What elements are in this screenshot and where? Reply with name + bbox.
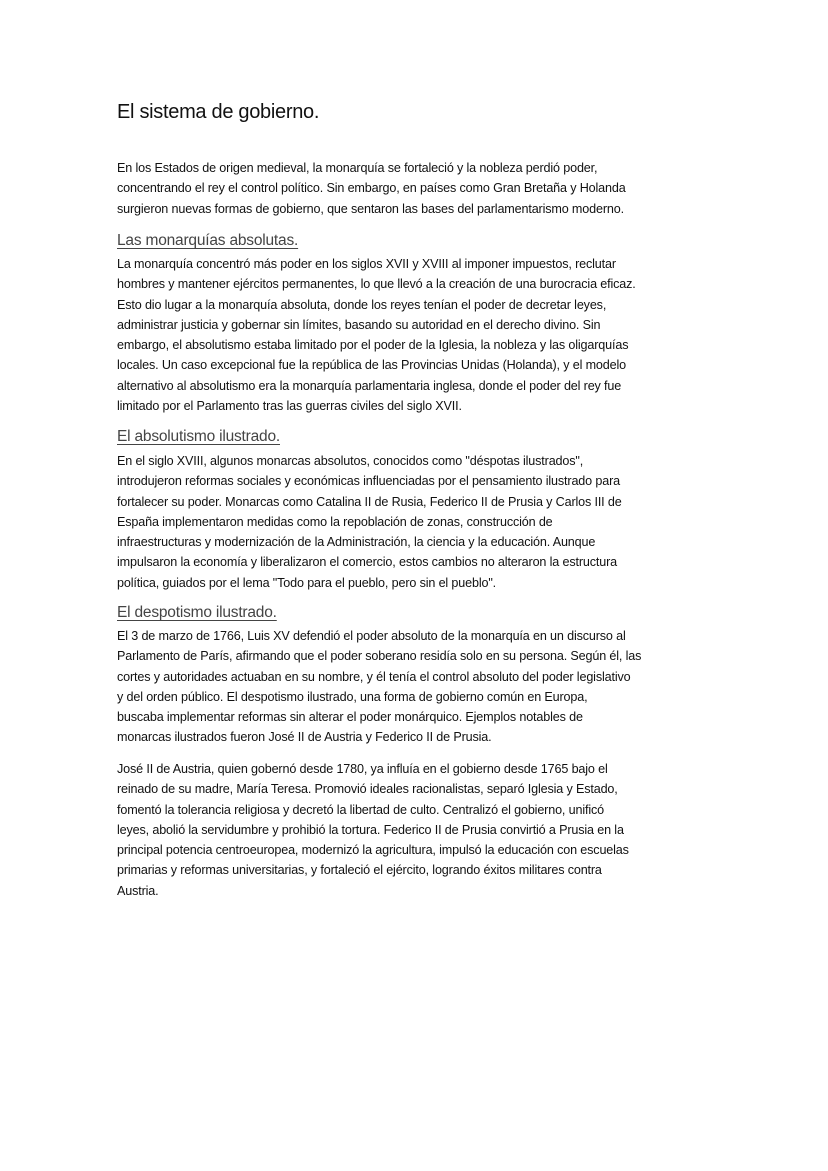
section-heading-monarquias-absolutas: Las monarquías absolutas. bbox=[117, 232, 299, 249]
text-line: principal potencia centroeuropea, modernizó la agricultura, impulsó la educación con escuelas bbox=[117, 843, 629, 858]
text-line: introdujeron reformas sociales y económicas influenciadas por el pensamiento ilustrado para bbox=[117, 474, 620, 489]
text-line: monarcas ilustrados fueron José II de Austria y Federico II de Prusia. bbox=[117, 730, 492, 745]
section-paragraph bbox=[117, 759, 629, 901]
text-line: Esto dio lugar a la monarquía absoluta, donde los reyes tenían el poder de decretar leyes, bbox=[117, 297, 607, 312]
intro-paragraph bbox=[117, 158, 626, 219]
text-line: En el siglo XVIII, algunos monarcas absolutos, conocidos como "déspotas ilustrados", bbox=[117, 454, 584, 468]
text-line: España implementaron medidas como la repoblación de zonas, construcción de bbox=[117, 514, 553, 529]
text-line: reinado de su madre, María Teresa. Promovió ideales racionalistas, separó Iglesia y Estado, bbox=[117, 782, 618, 797]
text-line: embargo, el absolutismo estaba limitado por el poder de la Iglesia, la nobleza y las oligarquías bbox=[117, 338, 629, 353]
text-line: fortalecer su poder. Monarcas como Catalina II de Rusia, Federico II de Prusia y Carlos III de bbox=[117, 494, 622, 509]
text-line: hombres y mantener ejércitos permanentes, lo que llevó a la creación de una burocracia eficaz. bbox=[117, 277, 636, 292]
text-line: La monarquía concentró más poder en los siglos XVII y XVIII al imponer impuestos, reclutar bbox=[117, 257, 616, 271]
text-line: José II de Austria, quien gobernó desde 1780, ya influía en el gobierno desde 1765 bajo el bbox=[117, 762, 608, 776]
text-line: concentrando el rey el control político. Sin embargo, en países como Gran Bretaña y Holanda bbox=[117, 181, 626, 196]
text-line: administrar justicia y gobernar sin límites, basando su autoridad en el derecho divino. Sin bbox=[117, 317, 601, 332]
text-line: primarias y reformas universitarias, y fortaleció el ejército, logrando éxitos militares contra bbox=[117, 863, 602, 878]
section-heading-despotismo-ilustrado: El despotismo ilustrado. bbox=[117, 604, 277, 621]
text-line: y del orden público. El despotismo ilustrado, una forma de gobierno común en Europa, bbox=[117, 689, 588, 704]
section-paragraph bbox=[117, 451, 622, 593]
text-line: leyes, abolió la servidumbre y prohibió la tortura. Federico II de Prusia convirtió a Prusia en la bbox=[117, 822, 624, 837]
text-line: infraestructuras y modernización de la Administración, la ciencia y la educación. Aunque bbox=[117, 535, 596, 550]
text-line: limitado por el Parlamento tras las guerras civiles del siglo XVII. bbox=[117, 399, 462, 414]
document-title: El sistema de gobierno. bbox=[117, 101, 320, 123]
text-line: impulsaron la economía y liberalizaron el comercio, estos cambios no alteraron la estructura bbox=[117, 555, 617, 570]
text-line: Austria. bbox=[117, 883, 159, 898]
text-line: buscaba implementar reformas sin alterar el poder monárquico. Ejemplos notables de bbox=[117, 710, 583, 725]
section-paragraph bbox=[117, 626, 641, 748]
text-line: surgieron nuevas formas de gobierno, que sentaron las bases del parlamentarismo moderno. bbox=[117, 201, 624, 216]
section-paragraph bbox=[117, 254, 636, 416]
text-line: El 3 de marzo de 1766, Luis XV defendió el poder absoluto de la monarquía en un discurso al bbox=[117, 629, 626, 643]
text-line: política, guiados por el lema "Todo para el pueblo, pero sin el pueblo". bbox=[117, 575, 497, 590]
text-line: En los Estados de origen medieval, la monarquía se fortaleció y la nobleza perdió poder, bbox=[117, 161, 598, 175]
text-line: locales. Un caso excepcional fue la república de las Provincias Unidas (Holanda), y el modelo bbox=[117, 358, 626, 373]
text-line: Parlamento de París, afirmando que el poder soberano residía solo en su persona. Según él, las bbox=[117, 649, 642, 664]
text-line: alternativo al absolutismo era la monarquía parlamentaria inglesa, donde el poder del rey fue bbox=[117, 378, 622, 393]
text-line: fomentó la tolerancia religiosa y decretó la libertad de culto. Centralizó el gobierno, unificó bbox=[117, 802, 604, 817]
text-line: cortes y autoridades actuaban en su nombre, y él tenía el control absoluto del poder legislativo bbox=[117, 669, 631, 684]
section-heading-absolutismo-ilustrado: El absolutismo ilustrado. bbox=[117, 428, 280, 445]
